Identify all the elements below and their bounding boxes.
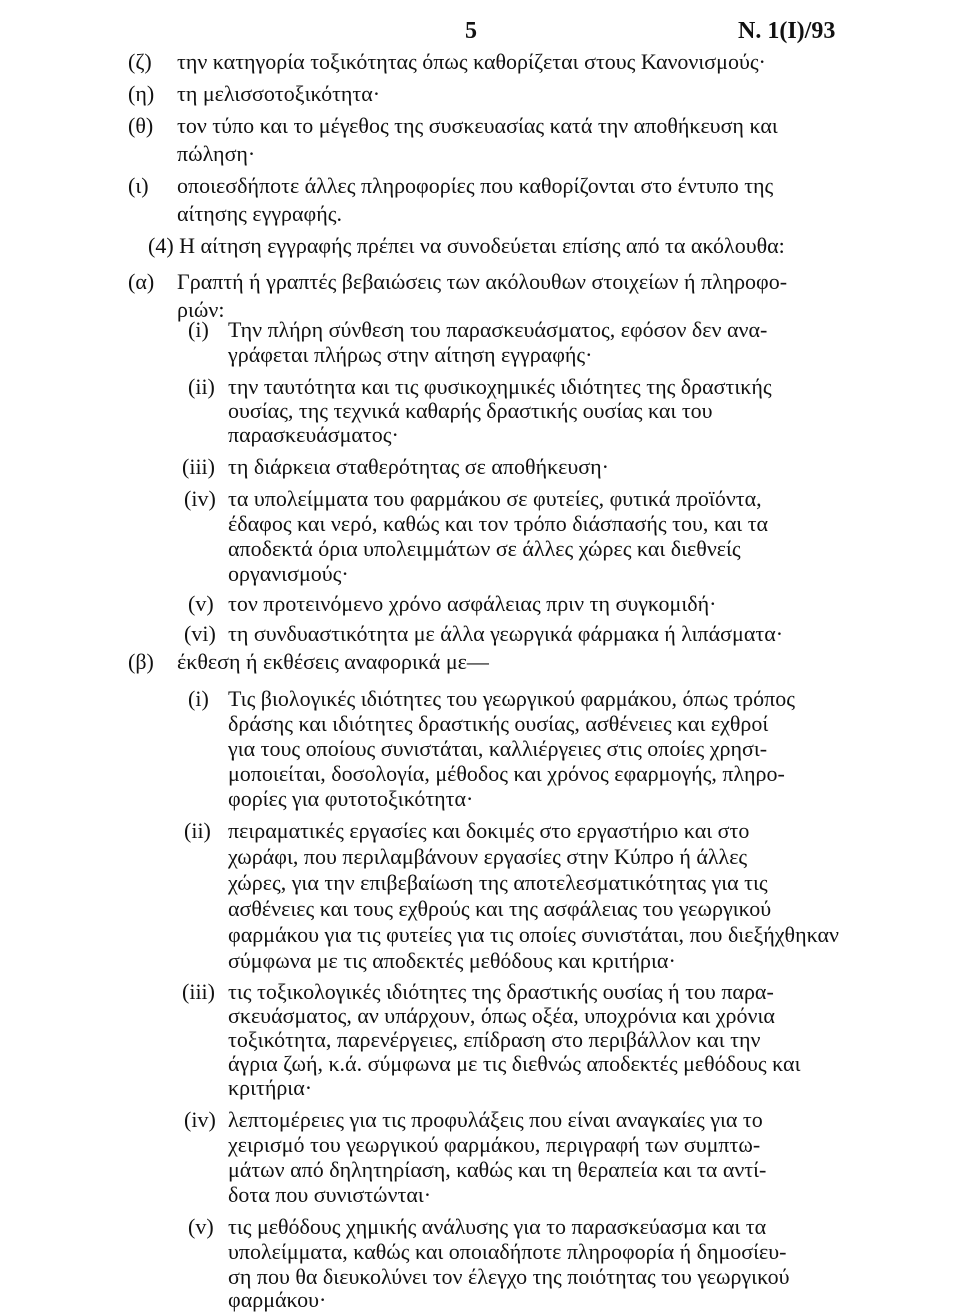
sub-text-line: ουσίας, της τεχνικά καθαρής δραστικής ουσίας και του xyxy=(228,398,713,423)
sub-text-line: φαρμάκου· xyxy=(228,1287,327,1312)
sub-text-line: τις μεθόδους χημικής ανάλυσης για το παρασκεύασμα και τα xyxy=(228,1214,767,1239)
item-label-theta: (θ) xyxy=(128,113,154,138)
sub-text-line: τη διάρκεια σταθερότητας σε αποθήκευση· xyxy=(228,454,609,479)
sub-text-line: Τις βιολογικές ιδιότητες του γεωργικού φαρμάκου, όπως τρόπος xyxy=(228,686,795,711)
sub-text-line: γράφεται πλήρως στην αίτηση εγγραφής· xyxy=(228,342,593,367)
sub-text-line: ασθένειες και τους εχθρούς και της ασφάλειας του γεωργικού xyxy=(228,896,772,921)
sub-text-line: πειραματικές εργασίες και δοκιμές στο εργαστήριο και στο xyxy=(228,818,750,843)
item-label-alpha: (α) xyxy=(128,269,155,294)
sub-text-line: σύμφωνα με τις αποδεκτές μεθόδους και κριτήρια· xyxy=(228,948,676,973)
sub-text-line: ση που θα διευκολύνει τον έλεγχο της ποιότητας του γεωργικού xyxy=(228,1264,790,1289)
law-reference: Ν. 1(Ι)/93 xyxy=(738,18,836,44)
sub-text-line: χειρισμό του γεωργικού φαρμάκου, περιγραφή των συμπτω- xyxy=(228,1132,761,1157)
sub-text-line: δράσης και ιδιότητες δραστικής ουσίας, ασθένειες και εχθροί xyxy=(228,711,769,736)
item-text-eta: τη μελισσοτοξικότητα· xyxy=(177,81,381,106)
sub-text-line: φορίες για φυτοτοξικότητα· xyxy=(228,786,474,811)
sub-label: (ii) xyxy=(188,374,215,399)
sub-text-line: φαρμάκου για τις φυτείες για τις οποίες συνιστάται, που διεξήχθηκαν xyxy=(228,922,839,947)
sub-text-line: για τους οποίους συνιστάται, καλλιέργειες στις οποίες χρησι- xyxy=(228,736,768,761)
sub-text-line: χωράφι, που περιλαμβάνουν εργασίες στην Κύπρο ή άλλες xyxy=(228,844,748,869)
item-text-alpha-line: ριών: xyxy=(177,297,225,322)
item-label-zeta: (ζ) xyxy=(128,49,152,74)
sub-text-line: άγρια ζωή, κ.ά. σύμφωνα με τις διεθνώς αποδεκτές μεθόδους και xyxy=(228,1051,801,1076)
item-text-iota-line: αίτησης εγγραφής. xyxy=(177,201,342,226)
paragraph-4: (4) Η αίτηση εγγραφής πρέπει να συνοδεύεται επίσης από τα ακόλουθα: xyxy=(148,233,785,258)
sub-label: (iii) xyxy=(182,454,215,479)
sub-text-line: αποδεκτά όρια υπολειμμάτων σε άλλες χώρες και διεθνείς xyxy=(228,536,741,561)
sub-text-line: έδαφος και νερό, καθώς και τον τρόπο διάσπασής του, και τα xyxy=(228,511,769,536)
sub-text-line: κριτήρια· xyxy=(228,1075,313,1100)
sub-label: (vi) xyxy=(184,621,216,646)
sub-label: (ii) xyxy=(184,818,211,843)
sub-text-line: σκευάσματος, αν υπάρχουν, όπως οξέα, υποχρόνια και χρόνια xyxy=(228,1003,775,1028)
sub-text-line: λεπτομέρειες για τις προφυλάξεις που είναι αναγκαίες για το xyxy=(228,1107,763,1132)
item-text-beta: έκθεση ή εκθέσεις αναφορικά με— xyxy=(177,649,489,674)
sub-text-line: τον προτεινόμενο χρόνο ασφάλειας πριν τη συγκομιδή· xyxy=(228,591,717,616)
sub-text-line: την ταυτότητα και τις φυσικοχημικές ιδιότητες της δραστικής xyxy=(228,374,772,399)
sub-label: (iv) xyxy=(184,1107,216,1132)
sub-text-line: οργανισμούς· xyxy=(228,561,349,586)
item-label-iota: (ι) xyxy=(128,173,149,198)
sub-text-line: μάτων από δηλητηρίαση, καθώς και τη θεραπεία και τα αντί- xyxy=(228,1157,767,1182)
sub-label: (v) xyxy=(188,1214,214,1239)
sub-label: (iv) xyxy=(184,486,216,511)
sub-text-line: υπολείμματα, καθώς και οποιαδήποτε πληροφορία ή δημοσίευ- xyxy=(228,1239,787,1264)
item-text-zeta: την κατηγορία τοξικότητας όπως καθορίζεται στους Κανονισμούς· xyxy=(177,49,766,74)
sub-text-line: τα υπολείμματα του φαρμάκου σε φυτείες, φυτικά προϊόντα, xyxy=(228,486,762,511)
sub-text-line: μοποιείται, δοσολογία, μέθοδος και χρόνος εφαρμογής, πληρο- xyxy=(228,761,785,786)
sub-text-line: τις τοξικολογικές ιδιότητες της δραστικής ουσίας ή του παρα- xyxy=(228,979,774,1004)
sub-label: (v) xyxy=(188,591,214,616)
sub-text-line: τοξικότητα, παρενέργειες, επίδραση στο περιβάλλον και την xyxy=(228,1027,761,1052)
item-label-eta: (η) xyxy=(128,81,155,106)
item-text-alpha-line: Γραπτή ή γραπτές βεβαιώσεις των ακόλουθων στοιχείων ή πληροφο- xyxy=(177,269,788,294)
sub-text-line: τη συνδυαστικότητα με άλλα γεωργικά φάρμακα ή λιπάσματα· xyxy=(228,621,784,646)
sub-text-line: Την πλήρη σύνθεση του παρασκευάσματος, εφόσον δεν ανα- xyxy=(228,317,768,342)
page-number: 5 xyxy=(465,18,477,44)
sub-label: (i) xyxy=(188,317,209,342)
sub-text-line: παρασκευάσματος· xyxy=(228,422,399,447)
item-text-theta-line: πώληση· xyxy=(177,141,256,166)
sub-label: (iii) xyxy=(182,979,215,1004)
sub-text-line: χώρες, για την επιβεβαίωση της αποτελεσματικότητας για τις xyxy=(228,870,768,895)
item-label-beta: (β) xyxy=(128,649,154,674)
item-text-iota-line: οποιεσδήποτε άλλες πληροφορίες που καθορίζονται στο έντυπο της xyxy=(177,173,774,198)
sub-text-line: δοτα που συνιστώνται· xyxy=(228,1182,432,1207)
item-text-theta-line: τον τύπο και το μέγεθος της συσκευασίας κατά την αποθήκευση και xyxy=(177,113,778,138)
sub-label: (i) xyxy=(188,686,209,711)
